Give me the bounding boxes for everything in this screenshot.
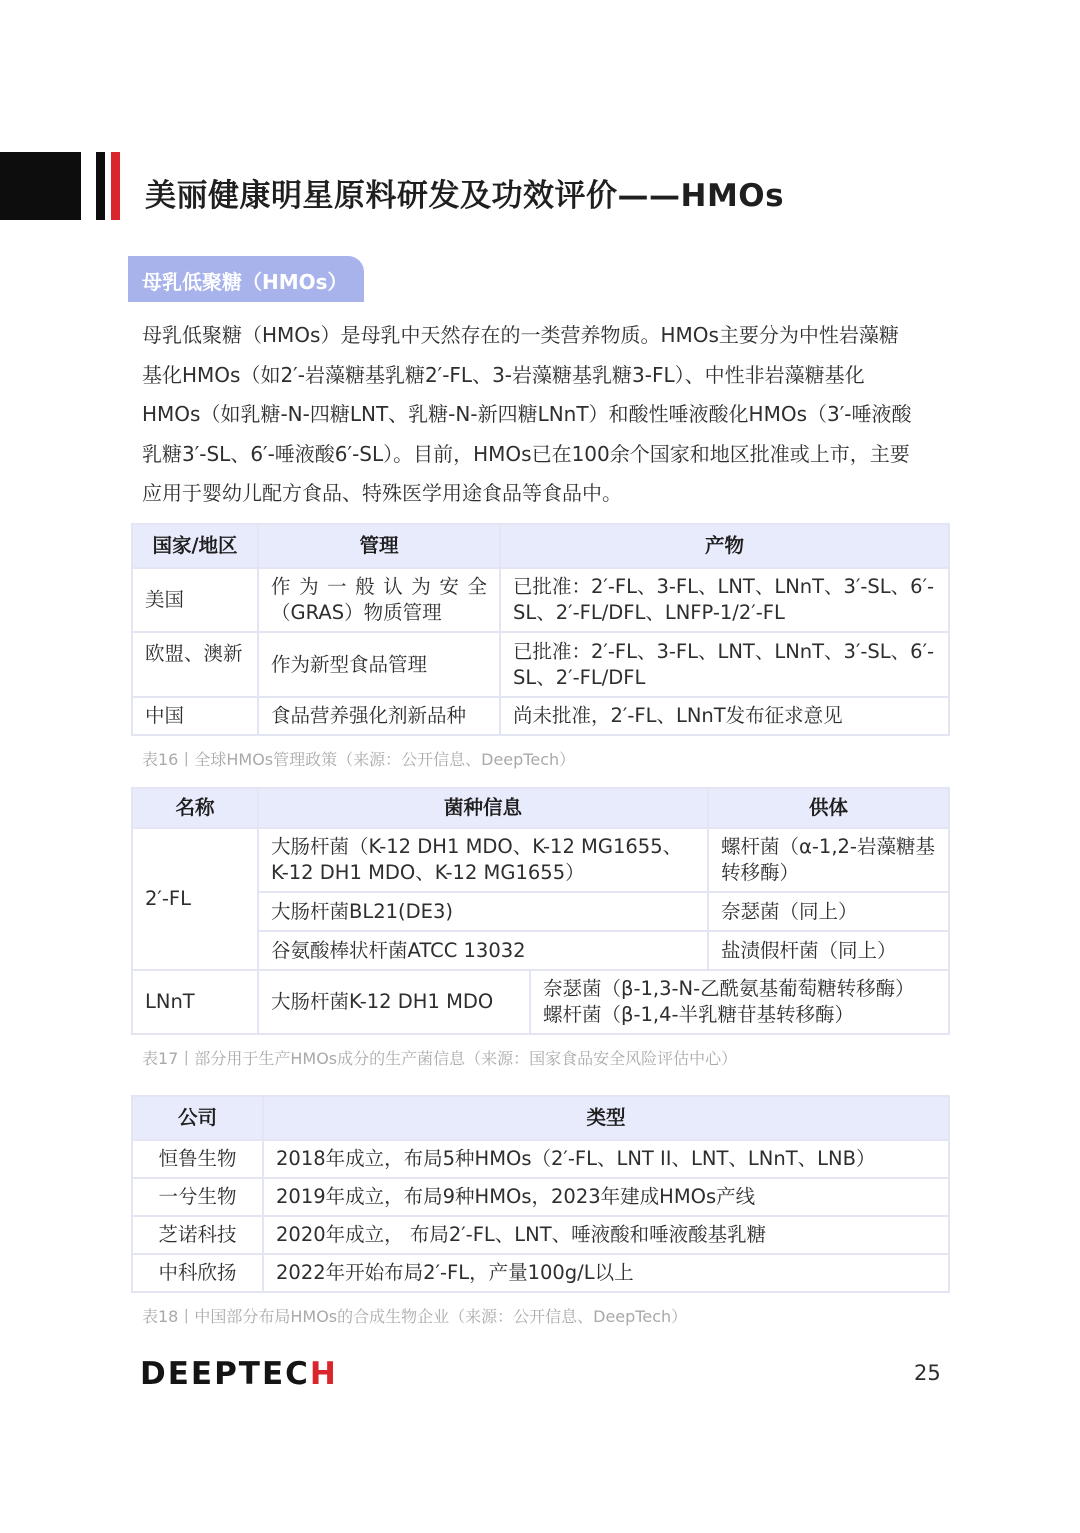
table-cell: 恒鲁生物: [132, 1140, 263, 1178]
table-header-row: [132, 524, 949, 568]
table-cell: 2019年成立，布局9种HMOs，2023年建成HMOs产线: [263, 1178, 949, 1216]
table-row: [132, 1140, 949, 1178]
table-cell: 作为新型食品管理: [258, 632, 500, 697]
table-row: [132, 697, 949, 735]
intro-line: 基化HMOs（如2′-岩藻糖基乳糖2′-FL、3-岩藻糖基乳糖3-FL）、中性非岩藻糖基化: [142, 362, 865, 387]
table-cell: 谷氨酸棒状杆菌ATCC 13032: [258, 931, 708, 970]
page-number: 25: [914, 1361, 941, 1385]
logo-text-accent: H: [309, 1356, 338, 1392]
table-cell: 大肠杆菌K-12 DH1 MDO: [258, 970, 530, 1034]
table-cell: 中国: [132, 697, 258, 735]
donor-line: 螺杆菌（β-1,4-半乳糖苷基转移酶）: [543, 1003, 855, 1026]
table-cell: 芝诺科技: [132, 1216, 263, 1254]
column-header: 类型: [263, 1096, 949, 1140]
column-header: 名称: [132, 788, 258, 828]
table-cell: 一兮生物: [132, 1178, 263, 1216]
table-cell: 2022年开始布局2′-FL，产量100g/L以上: [263, 1254, 949, 1292]
intro-line: 应用于婴幼儿配方食品、特殊医学用途食品等食品中。: [142, 481, 622, 505]
table-row: [132, 632, 949, 697]
table-cell: 奈瑟菌（同上）: [708, 892, 949, 931]
table-cell: LNnT: [132, 970, 258, 1034]
deeptech-logo: [140, 1356, 338, 1392]
table-row: [132, 1254, 949, 1292]
table-row: [132, 970, 949, 1034]
table-cell: 大肠杆菌BL21(DE3): [258, 892, 708, 931]
section-tag-label: 母乳低聚糖（HMOs）: [142, 270, 348, 294]
production-strain-table: [131, 787, 950, 1035]
table-cell: 大肠杆菌（K-12 DH1 MDO、K-12 MG1655、K-12 DH1 MDO、K-12 MG1655）: [258, 828, 708, 892]
table-cell: 2′-FL: [132, 828, 258, 970]
donor-line: 奈瑟菌（β-1,3-N-乙酰氨基葡萄糖转移酶）: [543, 977, 915, 1000]
header-black-bar: [96, 152, 105, 220]
table-cell: [530, 970, 949, 1034]
table-cell: 作为一般认为安全（GRAS）物质管理: [258, 568, 500, 632]
page-title: 美丽健康明星原料研发及功效评价——HMOs: [145, 178, 785, 214]
intro-line: HMOs（如乳糖-N-四糖LNT、乳糖-N-新四糖LNnT）和酸性唾液酸化HMOs（3′-唾液酸: [142, 402, 912, 426]
column-header: 管理: [258, 524, 500, 568]
hmos-policy-table: [131, 523, 950, 736]
table-cell: 盐渍假杆菌（同上）: [708, 931, 949, 970]
intro-line: 母乳低聚糖（HMOs）是母乳中天然存在的一类营养物质。HMOs主要分为中性岩藻糖: [142, 323, 899, 347]
table-caption: 表17丨部分用于生产HMOs成分的生产菌信息（来源：国家食品安全风险评估中心）: [142, 1049, 738, 1068]
logo-text: DEEPTEC: [140, 1356, 310, 1392]
column-header: 产物: [500, 524, 949, 568]
table-cell: 2020年成立， 布局2′-FL、LNT、唾液酸和唾液酸基乳糖: [263, 1216, 949, 1254]
table-header-row: [132, 1096, 949, 1140]
table-cell: 螺杆菌（α-1,2-岩藻糖基转移酶）: [708, 828, 949, 892]
column-header: 供体: [708, 788, 949, 828]
header-black-block: [0, 152, 81, 220]
table-cell: 美国: [132, 568, 258, 632]
table-cell: 欧盟、澳新: [132, 632, 258, 697]
intro-paragraph: [142, 316, 942, 514]
table-cell: 中科欣扬: [132, 1254, 263, 1292]
table-cell: 已批准：2′-FL、3-FL、LNT、LNnT、3′-SL、6′-SL、2′-FL/DFL: [500, 632, 949, 697]
table-caption: 表16丨全球HMOs管理政策（来源：公开信息、DeepTech）: [142, 750, 576, 769]
table-row: [132, 568, 949, 632]
column-header: 公司: [132, 1096, 263, 1140]
table-cell: 食品营养强化剂新品种: [258, 697, 500, 735]
table-row: [132, 1216, 949, 1254]
table-cell: 已批准：2′-FL、3-FL、LNT、LNnT、3′-SL、6′-SL、2′-FL/DFL、LNFP-1/2′-FL: [500, 568, 949, 632]
table-header-row: [132, 788, 949, 828]
table-cell: 尚未批准，2′-FL、LNnT发布征求意见: [500, 697, 949, 735]
table-row: [132, 828, 949, 892]
intro-line: 乳糖3′-SL、6′-唾液酸6′-SL）。目前，HMOs已在100余个国家和地区批准或上市，主要: [142, 441, 910, 466]
table-cell: 2018年成立，布局5种HMOs（2′-FL、LNT II、LNT、LNnT、LNB）: [263, 1140, 949, 1178]
header-red-bar: [111, 152, 120, 220]
column-header: 菌种信息: [258, 788, 708, 828]
column-header: 国家/地区: [132, 524, 258, 568]
table-caption: 表18丨中国部分布局HMOs的合成生物企业（来源：公开信息、DeepTech）: [142, 1307, 688, 1326]
company-table: [131, 1095, 950, 1293]
table-row: [132, 1178, 949, 1216]
section-tag: [128, 256, 364, 302]
